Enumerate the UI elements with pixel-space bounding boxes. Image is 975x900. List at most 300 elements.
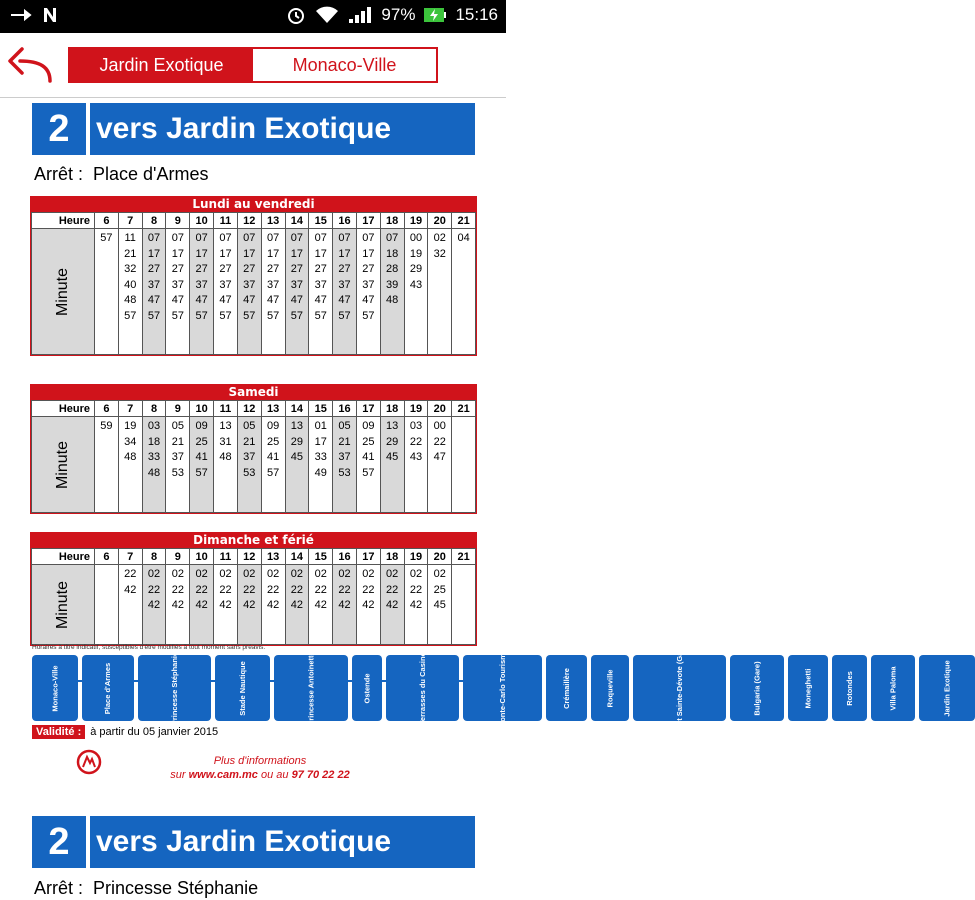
stop-pill	[832, 655, 867, 721]
minute-value: 57	[338, 309, 351, 322]
minute-value: 05	[243, 420, 256, 432]
hour-cell: 7	[118, 549, 142, 565]
minute-value: 33	[314, 451, 327, 464]
hour-cell: 14	[285, 549, 309, 565]
minute-value: 17	[314, 435, 327, 448]
stop-pill-label: Monaco-Ville	[50, 664, 60, 712]
hour-cell: 10	[190, 401, 214, 417]
minute-value: 01	[314, 420, 327, 432]
minute-column	[309, 565, 333, 645]
minute-value: 57	[362, 309, 375, 322]
minute-value: 53	[243, 466, 256, 479]
hour-cell: 10	[190, 549, 214, 565]
minute-value: 57	[124, 309, 137, 322]
hour-cell: 9	[166, 213, 190, 229]
stop-pill-label: Ostende	[362, 672, 372, 704]
minute-column	[166, 565, 190, 645]
hour-cell: 11	[214, 401, 238, 417]
minute-label: Minute	[54, 267, 71, 316]
minute-column	[285, 417, 309, 513]
minute-label-cell	[32, 565, 95, 645]
minute-value: 09	[266, 420, 280, 432]
minute-value: 42	[314, 599, 327, 612]
minute-value: 00	[409, 232, 423, 244]
minute-value: 41	[195, 451, 208, 464]
hour-cell: 16	[333, 213, 357, 229]
minute-column	[142, 565, 166, 645]
minute-column	[333, 417, 357, 513]
minute-value: 37	[338, 278, 351, 291]
minute-column	[118, 229, 142, 355]
minute-value: 45	[290, 451, 304, 464]
minute-value: 02	[433, 232, 446, 244]
minute-value: 37	[243, 451, 256, 464]
hour-cell: 21	[452, 213, 476, 229]
minute-value: 11	[124, 232, 136, 244]
minute-value: 57	[195, 466, 208, 479]
stop-pill-label: Roqueville	[605, 669, 615, 707]
minute-value: 21	[243, 435, 256, 448]
minute-value: 27	[362, 263, 375, 276]
minute-column	[404, 565, 428, 645]
minute-column	[237, 229, 261, 355]
minute-column	[166, 417, 190, 513]
minute-column	[452, 565, 476, 645]
minute-value: 29	[409, 263, 423, 276]
minute-value: 17	[243, 247, 256, 260]
minute-value: 22	[314, 583, 327, 596]
route-header	[32, 103, 475, 155]
minute-value: 25	[362, 435, 375, 448]
hour-cell: 11	[214, 549, 238, 565]
stop-pill-label: Bulgaria (Gare)	[752, 660, 762, 716]
hour-cell: 15	[309, 401, 333, 417]
minute-label: Minute	[54, 580, 71, 629]
minute-column	[237, 417, 261, 513]
minute-value: 42	[195, 599, 208, 612]
minute-value: 25	[433, 583, 446, 596]
minute-value: 07	[266, 232, 280, 244]
minute-value: 57	[266, 309, 280, 322]
minute-value: 57	[243, 309, 256, 322]
minute-value: 22	[266, 583, 280, 596]
minute-value: 57	[100, 232, 113, 244]
minute-value: 07	[362, 232, 375, 244]
minute-column	[95, 229, 119, 355]
stop-pill-label: Moneghetti	[803, 668, 813, 708]
wifi-icon	[315, 5, 339, 25]
minute-value: 02	[195, 568, 208, 580]
minute-value: 57	[219, 309, 232, 322]
minute-value: 57	[362, 466, 375, 479]
stop-pill	[215, 655, 270, 721]
minute-value: 13	[219, 420, 232, 432]
minute-value: 25	[195, 435, 208, 448]
stop-pill	[788, 655, 828, 721]
minute-column	[95, 417, 119, 513]
minute-value: 48	[147, 466, 161, 479]
minute-value: 22	[338, 583, 351, 596]
hour-cell: 17	[356, 401, 380, 417]
minute-value: 02	[266, 568, 280, 580]
stop-pill-label: Monte-Carlo Tourisme	[498, 648, 508, 728]
stop-label-2: Arrêt :	[34, 878, 84, 898]
minute-value: 37	[362, 278, 375, 291]
heure-header: Heure	[32, 213, 95, 229]
direction-toggle	[68, 47, 438, 83]
minute-value: 18	[386, 247, 399, 260]
minute-value: 22	[219, 583, 232, 596]
hour-cell: 19	[404, 549, 428, 565]
minute-value: 25	[266, 435, 280, 448]
back-arrow-icon	[8, 45, 54, 85]
minute-column	[309, 229, 333, 355]
minute-value: 07	[147, 232, 161, 244]
minute-value: 22	[409, 583, 423, 596]
minute-value: 02	[409, 568, 423, 580]
minute-value: 53	[338, 466, 351, 479]
minute-column	[452, 417, 476, 513]
stop-pill	[32, 655, 78, 721]
hour-cell: 7	[118, 213, 142, 229]
hour-cell: 8	[142, 213, 166, 229]
minute-value: 04	[457, 232, 470, 244]
minute-value: 19	[409, 247, 423, 260]
minute-value: 57	[147, 309, 161, 322]
stop-pill-label: Villa Paloma	[888, 665, 898, 711]
stop-pill	[463, 648, 542, 728]
stop-pill-label: Rotondes	[844, 670, 854, 706]
validity-text: à partir du 05 janvier 2015	[90, 726, 219, 738]
minute-value: 48	[124, 294, 137, 307]
minute-column	[261, 229, 285, 355]
minute-value: 39	[386, 278, 399, 291]
cam-logo-icon	[76, 749, 102, 775]
minute-value: 42	[409, 599, 423, 612]
minute-column	[333, 565, 357, 645]
minute-value: 47	[243, 294, 256, 307]
minute-value: 17	[266, 247, 280, 260]
minute-column	[166, 229, 190, 355]
minute-value: 42	[219, 599, 232, 612]
info-line1: Plus d'informations	[213, 755, 307, 767]
minute-value: 57	[314, 309, 327, 322]
hour-cell: 8	[142, 401, 166, 417]
hour-cell: 16	[333, 549, 357, 565]
minute-column	[309, 417, 333, 513]
schedule-sunday	[30, 532, 477, 646]
stop-line-2	[34, 878, 258, 899]
minute-value: 09	[362, 420, 375, 432]
minute-column	[333, 229, 357, 355]
minute-column	[190, 565, 214, 645]
hour-cell: 12	[237, 213, 261, 229]
schedule-saturday	[30, 384, 477, 514]
hour-cell: 18	[380, 213, 404, 229]
minute-value: 33	[147, 451, 161, 464]
info-line2: sur www.cam.mc ou au 97 70 22 22	[170, 769, 350, 781]
minute-value: 37	[147, 278, 161, 291]
minute-value: 47	[266, 294, 280, 307]
minute-value: 07	[314, 232, 327, 244]
hour-cell: 6	[95, 213, 119, 229]
status-bar	[0, 0, 506, 33]
timetable-content	[0, 98, 952, 900]
battery-charging-icon	[423, 6, 447, 24]
minute-value: 42	[124, 583, 137, 596]
minute-value: 22	[290, 583, 304, 596]
minute-column	[428, 229, 452, 355]
minute-value: 07	[290, 232, 304, 244]
minute-value: 02	[362, 568, 375, 580]
info-phone[interactable]: 97 70 22 22	[291, 769, 350, 781]
minute-value: 00	[433, 420, 446, 432]
minute-value: 47	[171, 294, 184, 307]
minute-value: 48	[219, 451, 232, 464]
minute-column	[237, 565, 261, 645]
minute-column	[285, 565, 309, 645]
stop-pill-label: Princesse Stéphanie	[169, 651, 179, 725]
minute-value: 42	[386, 599, 399, 612]
minute-value: 17	[171, 247, 184, 260]
hour-cell: 19	[404, 401, 428, 417]
minute-value: 13	[290, 420, 304, 432]
stop-pill-label: Place d'Armes	[103, 662, 113, 714]
hour-cell: 21	[452, 401, 476, 417]
stop-pill	[919, 655, 975, 721]
hour-cell: 17	[356, 213, 380, 229]
minute-value: 37	[219, 278, 232, 291]
minute-value: 40	[124, 278, 137, 291]
minute-value: 02	[147, 568, 161, 580]
minute-value: 02	[386, 568, 399, 580]
minute-value: 37	[171, 278, 184, 291]
minute-value: 07	[219, 232, 232, 244]
schedule-title: Samedi	[31, 385, 476, 400]
minute-value: 43	[409, 451, 423, 464]
minute-value: 29	[290, 435, 304, 448]
minute-value: 02	[338, 568, 351, 580]
minute-value: 34	[124, 435, 137, 448]
minute-value: 17	[147, 247, 161, 260]
schedule-title: Dimanche et férié	[31, 533, 476, 548]
minute-value: 48	[124, 451, 137, 464]
minute-value: 42	[362, 599, 375, 612]
minute-column	[356, 229, 380, 355]
hour-cell: 9	[166, 401, 190, 417]
minute-value: 37	[314, 278, 327, 291]
minute-value: 17	[195, 247, 208, 260]
stop-name-2: Princesse Stéphanie	[93, 878, 259, 898]
minute-value: 27	[290, 263, 304, 276]
minute-column	[428, 417, 452, 513]
minute-column	[404, 417, 428, 513]
stop-pill	[633, 641, 726, 735]
minute-value: 05	[338, 420, 351, 432]
minute-value: 57	[171, 309, 184, 322]
hour-cell: 18	[380, 401, 404, 417]
minute-value: 42	[171, 599, 184, 612]
minute-value: 57	[290, 309, 304, 322]
minute-value: 07	[243, 232, 256, 244]
minute-value: 17	[362, 247, 375, 260]
minute-value: 45	[433, 599, 446, 612]
minute-column	[261, 565, 285, 645]
minute-value: 37	[243, 278, 256, 291]
stop-name: Place d'Armes	[93, 164, 209, 184]
hour-cell: 21	[452, 549, 476, 565]
route-number: 2	[32, 103, 86, 155]
back-button[interactable]	[8, 45, 54, 85]
stop-pill	[591, 655, 629, 721]
minute-value: 47	[338, 294, 351, 307]
hour-cell: 14	[285, 213, 309, 229]
minute-value: 32	[433, 247, 446, 260]
minute-column	[380, 229, 404, 355]
minute-value: 05	[171, 420, 184, 432]
route-direction: vers Jardin Exotique	[90, 103, 475, 155]
minute-column	[95, 565, 119, 645]
stop-pill	[352, 655, 382, 721]
minute-value: 37	[171, 451, 184, 464]
hour-cell: 19	[404, 213, 428, 229]
minute-value: 22	[243, 583, 256, 596]
stop-pill-label: Stade Nautique	[237, 660, 247, 716]
minute-value: 22	[386, 583, 399, 596]
notification-n-icon	[42, 7, 58, 23]
minute-value: 22	[195, 583, 208, 596]
hour-cell: 18	[380, 549, 404, 565]
stop-pill	[730, 655, 784, 721]
minute-value: 27	[195, 263, 208, 276]
stop-pill	[82, 655, 133, 721]
heure-header: Heure	[32, 549, 95, 565]
stop-pill-label: Princesse Antoinette	[306, 650, 316, 726]
minute-value: 27	[314, 263, 327, 276]
minute-column	[380, 565, 404, 645]
minute-value: 41	[362, 451, 375, 464]
minute-column	[214, 565, 238, 645]
route-direction-2: vers Jardin Exotique	[90, 816, 475, 868]
hour-cell: 6	[95, 549, 119, 565]
validity-label: Validité :	[32, 725, 85, 739]
minute-value: 22	[409, 435, 423, 448]
hour-cell: 7	[118, 401, 142, 417]
minute-value: 17	[314, 247, 327, 260]
minute-value: 32	[124, 263, 137, 276]
minute-value: 17	[219, 247, 232, 260]
info-website[interactable]: www.cam.mc	[188, 769, 258, 781]
stop-pill	[274, 650, 348, 726]
hour-cell: 13	[261, 401, 285, 417]
hour-cell: 15	[309, 549, 333, 565]
schedule-weekdays	[30, 196, 477, 356]
minute-value: 47	[195, 294, 208, 307]
hour-cell: 6	[95, 401, 119, 417]
stop-label: Arrêt :	[34, 164, 84, 184]
hour-cell: 17	[356, 549, 380, 565]
minute-value: 59	[100, 420, 113, 432]
minute-value: 02	[219, 568, 232, 580]
minute-value: 47	[362, 294, 375, 307]
minute-label: Minute	[54, 440, 71, 489]
minute-value: 45	[386, 451, 399, 464]
hour-cell: 12	[237, 401, 261, 417]
minute-value: 57	[266, 466, 280, 479]
minute-value: 27	[171, 263, 184, 276]
minute-column	[404, 229, 428, 355]
stop-pill-label: Terrasses du Casino	[417, 651, 427, 725]
minute-value: 18	[147, 435, 161, 448]
minute-column	[428, 565, 452, 645]
minute-value: 22	[171, 583, 184, 596]
battery-percent: 97%	[381, 5, 416, 24]
disclaimer: Horaires à titre indicatif, susceptibles d'être modifiés à tout moment sans préavis.	[32, 644, 266, 651]
hour-cell: 14	[285, 401, 309, 417]
minute-value: 19	[124, 420, 137, 432]
minute-value: 47	[290, 294, 304, 307]
minute-value: 22	[362, 583, 375, 596]
tab-monaco-ville[interactable]: Monaco-Ville	[253, 49, 436, 81]
hour-cell: 20	[428, 401, 452, 417]
minute-value: 27	[338, 263, 351, 276]
minute-column	[142, 229, 166, 355]
stop-pill-label: Pont Sainte-Dévote (Gare)	[674, 641, 684, 735]
minute-value: 57	[195, 309, 208, 322]
validity	[32, 725, 218, 739]
minute-value: 27	[147, 263, 161, 276]
heure-header: Heure	[32, 401, 95, 417]
stop-pill-label: Crémaillère	[562, 667, 572, 709]
minute-value: 22	[147, 583, 161, 596]
hour-cell: 10	[190, 213, 214, 229]
tab-jardin-exotique[interactable]: Jardin Exotique	[70, 49, 253, 81]
stop-line	[34, 164, 209, 185]
hour-cell: 11	[214, 213, 238, 229]
minute-value: 21	[124, 247, 137, 260]
minute-value: 47	[433, 451, 446, 464]
minute-value: 42	[243, 599, 256, 612]
minute-value: 02	[290, 568, 304, 580]
minute-value: 47	[219, 294, 232, 307]
minute-value: 42	[338, 599, 351, 612]
minute-value: 31	[219, 435, 232, 448]
minute-column	[142, 417, 166, 513]
minute-value: 07	[338, 232, 351, 244]
more-info	[160, 754, 360, 782]
minute-value: 03	[409, 420, 423, 432]
clock: 15:16	[455, 5, 498, 24]
hour-cell: 9	[166, 549, 190, 565]
minute-value: 07	[386, 232, 399, 244]
minute-value: 17	[290, 247, 304, 260]
minute-value: 02	[171, 568, 184, 580]
route-header-2	[32, 816, 475, 868]
minute-value: 42	[266, 599, 280, 612]
minute-column	[380, 417, 404, 513]
minute-value: 13	[386, 420, 399, 432]
minute-value: 49	[314, 466, 327, 479]
minute-value: 22	[124, 568, 137, 580]
minute-value: 27	[219, 263, 232, 276]
minute-value: 53	[171, 466, 184, 479]
minute-value: 07	[171, 232, 184, 244]
stop-pill	[871, 655, 915, 721]
stop-pill	[138, 651, 211, 725]
route-number-2: 2	[32, 816, 86, 868]
app-bar	[0, 33, 506, 98]
stop-pill	[546, 655, 587, 721]
